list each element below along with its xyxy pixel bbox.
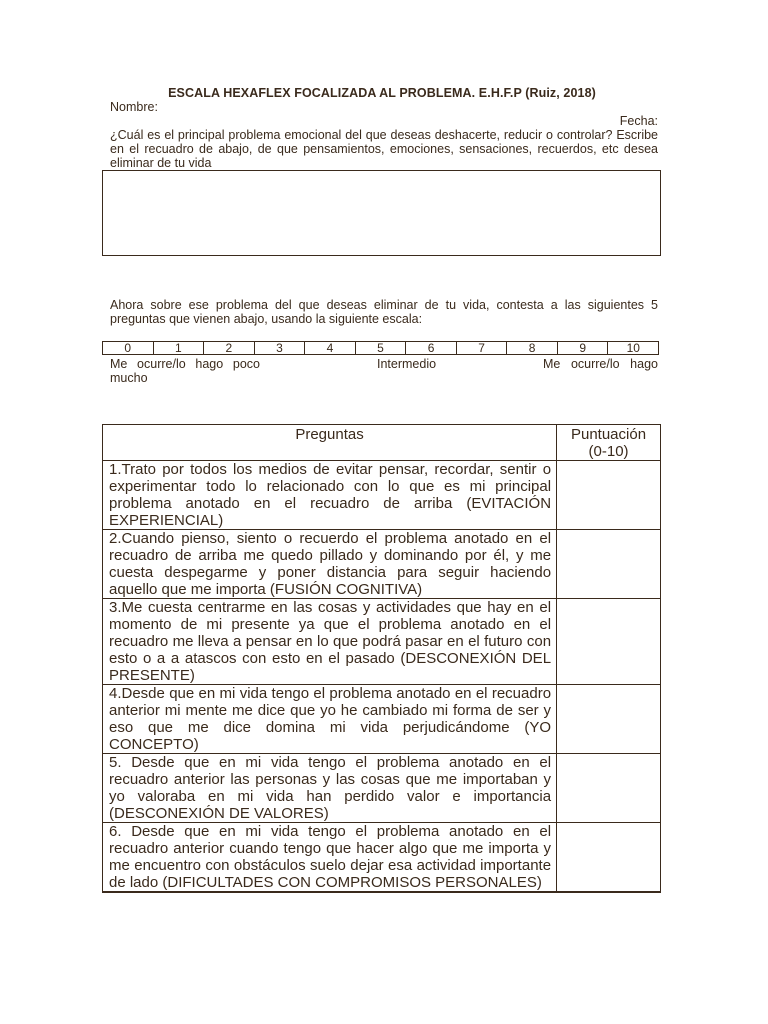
scale-value: 8 [507,342,558,354]
scale-mid-anchor: Intermedio [377,357,437,371]
table-row [103,530,661,599]
score-cell[interactable] [557,823,661,893]
table-row [103,754,661,823]
rating-scale [102,341,659,355]
instructions-text: Ahora sobre ese problema del que deseas eliminar de tu vida, contesta a las siguientes 5 preguntas que vienen abajo, usando la siguiente escala: [110,298,658,326]
questions-table [102,424,661,893]
scale-value: 7 [457,342,508,354]
score-cell[interactable] [557,461,661,530]
scale-value: 4 [305,342,356,354]
question-text: 3.Me cuesta centrarme en las cosas y actividades que hay en el momento de mi presente ya que el problema anotado en el recuadro me lleva a pensar en lo que podrá pasar en el futuro con esto o a a atascos con esto en el pasado (DESCONEXIÓN DEL PRESENTE) [103,599,557,685]
intro-question: ¿Cuál es el principal problema emocional del que deseas deshacerte, reducir o controlar? Escribe en el recuadro de abajo, de que pensamientos, emociones, sensaciones, recuerdos, etc desea eliminar de tu vida [110,128,658,170]
table-row [103,685,661,754]
score-cell[interactable] [557,685,661,754]
question-text: 5. Desde que en mi vida tengo el problema anotado en el recuadro anterior las personas y las cosas que me importaban y yo valoraba en mi vida han perdido valor e importancia (DESCONEXIÓN DE VALORES) [103,754,557,823]
question-text: 6. Desde que en mi vida tengo el problema anotado en el recuadro anterior cuando tengo que hacer algo que me importa y me encuentro con obstáculos suelo dejar esa actividad importante de lado (DIFICULTADES CON COMPROMISOS PERSONALES) [103,823,557,893]
scale-value: 0 [103,342,154,354]
nombre-label: Nombre: [110,100,158,114]
score-cell[interactable] [557,599,661,685]
question-text: 1.Trato por todos los medios de evitar pensar, recordar, sentir o experimentar todo lo relacionado con lo que es mi principal problema anotado en el recuadro de arriba (EVITACIÓN EXPERIENCIAL) [103,461,557,530]
question-text: 2.Cuando pienso, siento o recuerdo el problema anotado en el recuadro de arriba me quedo pillado y dominando por él, y me cuesta despegarme y poner distancia para seguir haciendo aquello que me importa (FUSIÓN COGNITIVA) [103,530,557,599]
header-questions: Preguntas [103,425,557,461]
scale-value: 10 [626,341,640,355]
scale-high-anchor: Me ocurre/lo hago [543,357,658,371]
table-header-row [103,425,661,461]
table-row [103,461,661,530]
scale-low-anchor: Me ocurre/lo hago poco mucho [110,357,260,385]
scale-value: 5 [356,342,407,354]
table-row [103,599,661,685]
scale-value: 6 [406,342,457,354]
scale-value: 2 [204,342,255,354]
fecha-label: Fecha: [619,114,658,128]
scale-value: 1 [154,342,205,354]
score-cell[interactable] [557,754,661,823]
header-score: Puntuación (0-10) [557,425,661,461]
scale-value: 3 [255,342,306,354]
table-row [103,823,661,893]
question-text: 4.Desde que en mi vida tengo el problema anotado en el recuadro anterior mi mente me dice que yo he cambiado mi forma de ser y eso que me dice domina mi vida perjudicándome (YO CONCEPTO) [103,685,557,754]
document-title: ESCALA HEXAFLEX FOCALIZADA AL PROBLEMA. E.H.F.P (Ruiz, 2018) [168,86,596,100]
scale-value: 9 [558,342,609,354]
problem-answer-box[interactable] [102,170,661,256]
score-cell[interactable] [557,530,661,599]
